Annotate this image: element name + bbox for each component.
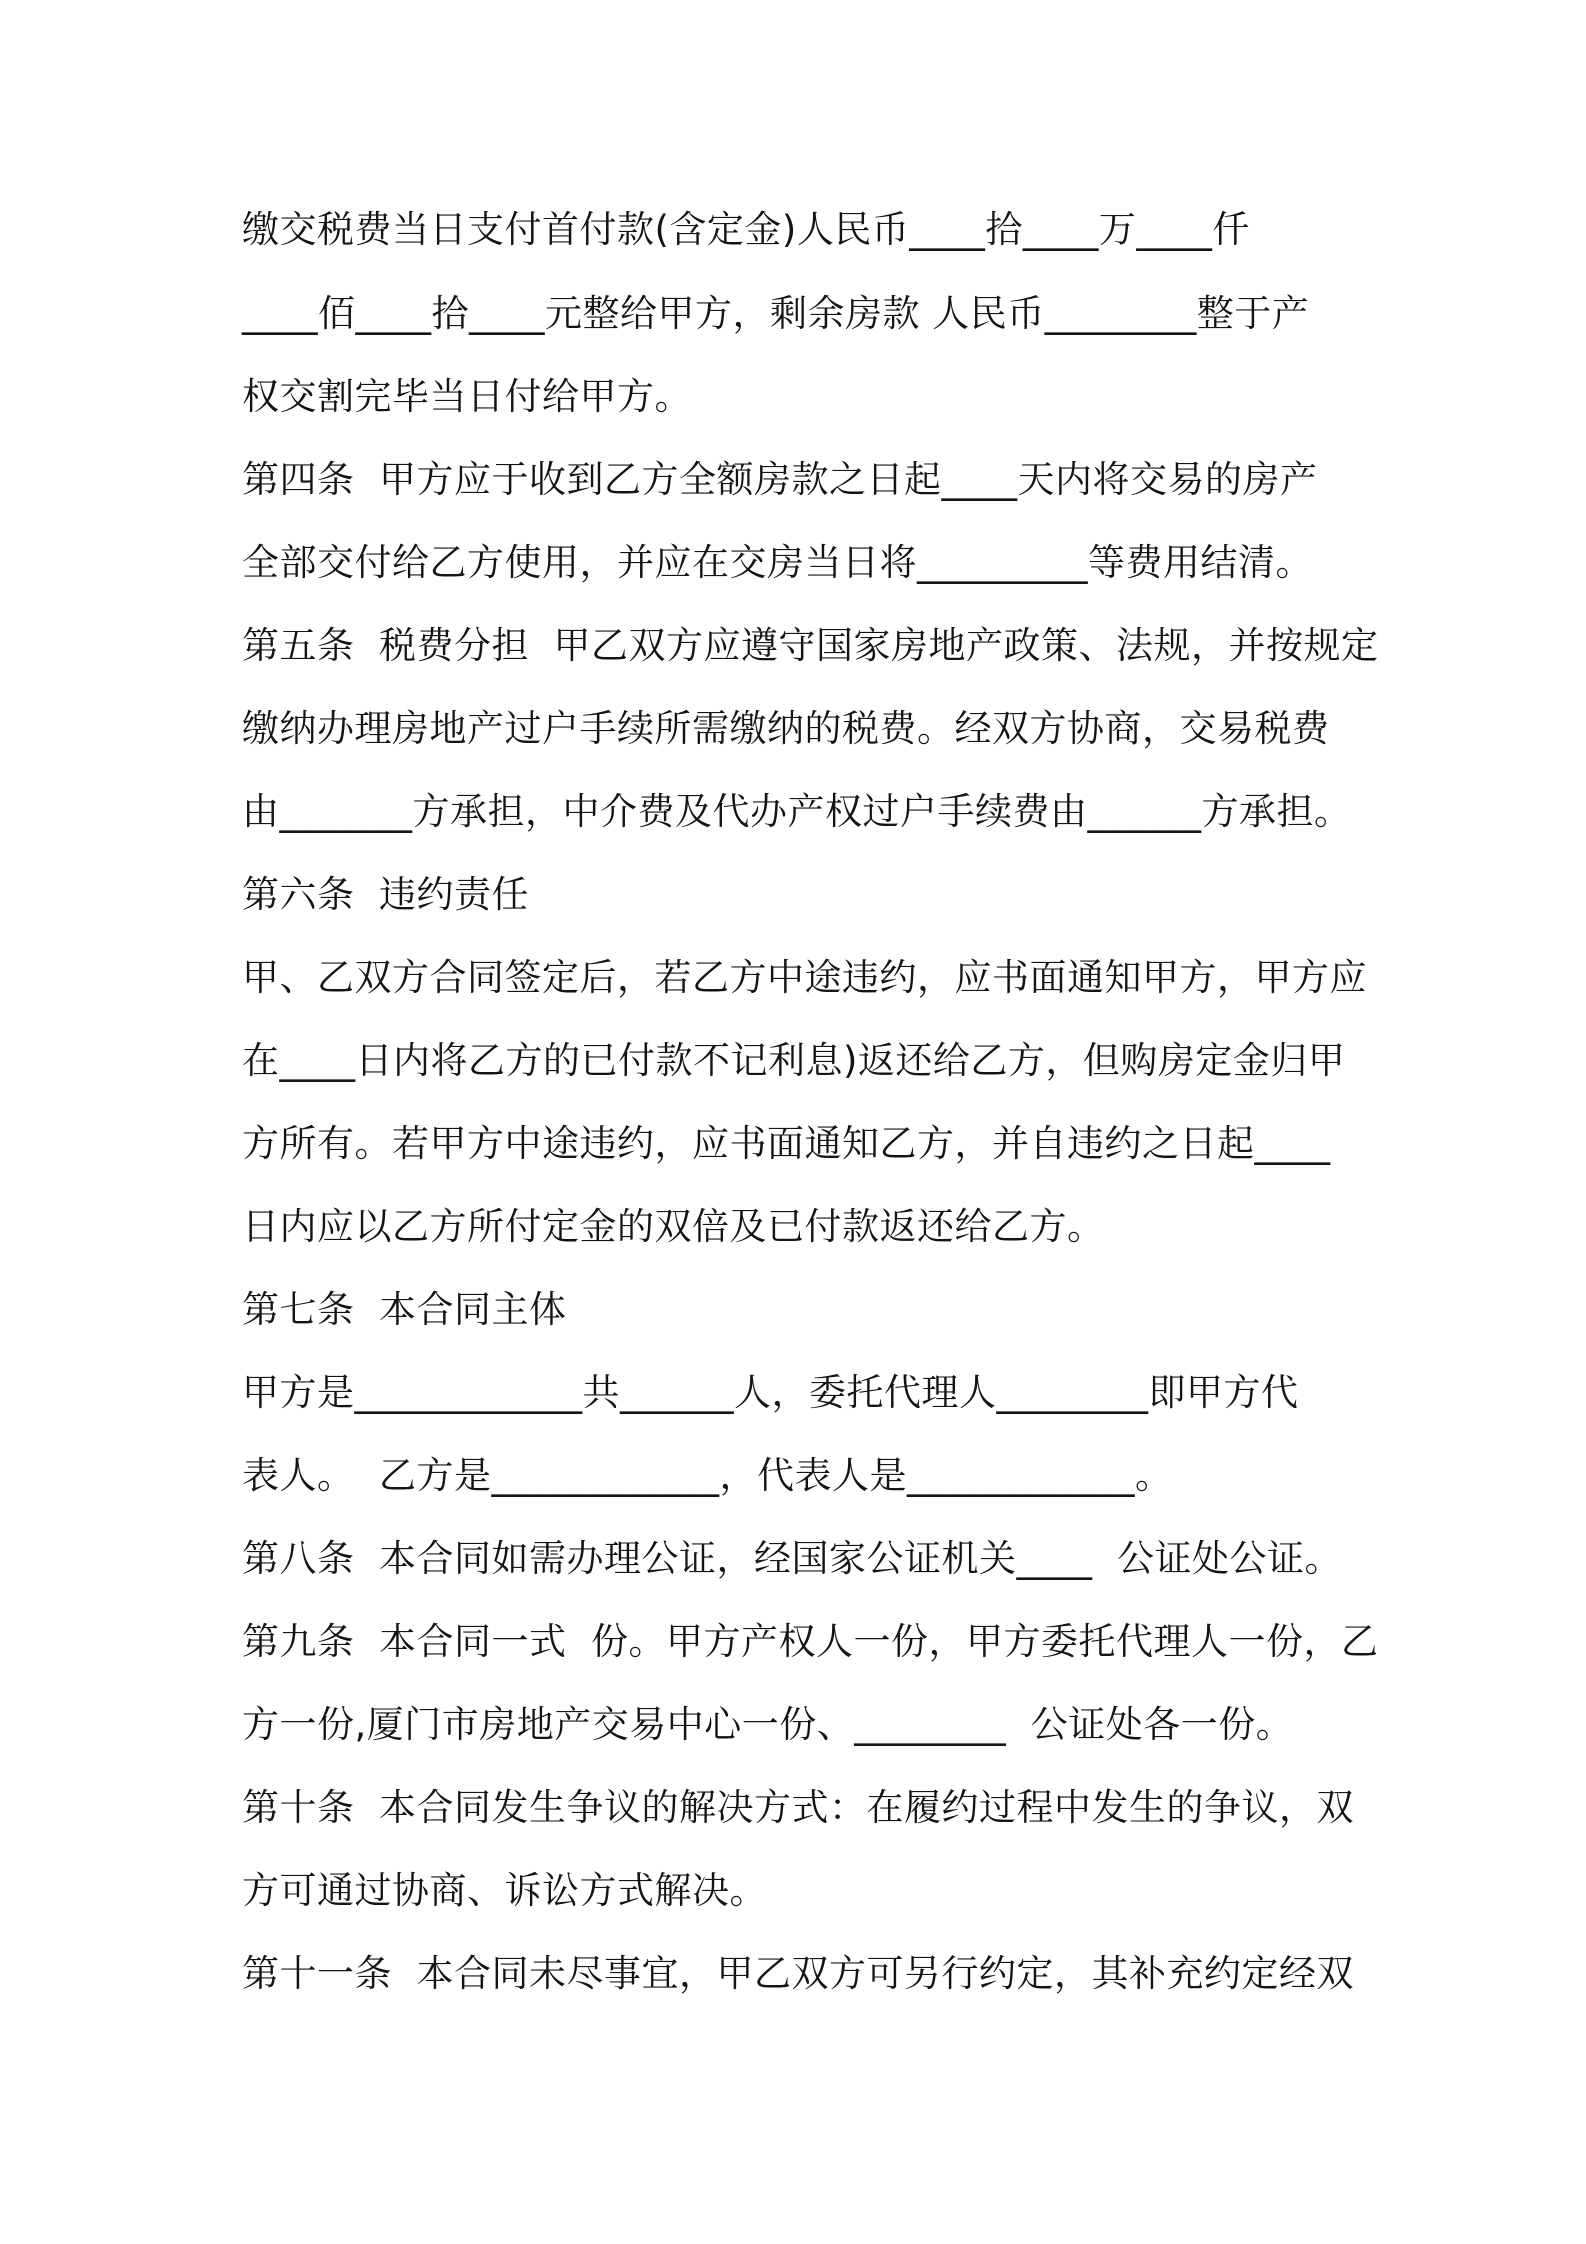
text-line: 方所有。若甲方中途违约，应书面通知乙方，并自违约之日起____	[242, 1122, 1331, 1165]
text-line: 表人。 乙方是____________，代表人是____________。	[242, 1454, 1173, 1497]
text-line: 第七条 本合同主体	[242, 1288, 567, 1331]
text-line: 方一份,厦门市房地产交易中心一份、________ 公证处各一份。	[242, 1703, 1294, 1746]
text-line: 缴纳办理房地产过户手续所需缴纳的税费。经双方协商，交易税费	[242, 707, 1330, 750]
text-line: 权交割完毕当日付给甲方。	[242, 375, 692, 418]
text-line: 第五条 税费分担 甲乙双方应遵守国家房地产政策、法规，并按规定	[242, 624, 1379, 667]
text-line: 第十条 本合同发生争议的解决方式：在履约过程中发生的争议，双	[242, 1786, 1355, 1829]
text-line: 第八条 本合同如需办理公证，经国家公证机关____ 公证处公证。	[242, 1537, 1343, 1580]
text-line: 缴交税费当日支付首付款(含定金)人民币____拾____万____仟	[242, 208, 1250, 251]
text-line: 在____日内将乙方的已付款不记利息)返还给乙方，但购房定金归甲	[242, 1039, 1346, 1082]
text-line: 第九条 本合同一式 份。甲方产权人一份，甲方委托代理人一份，乙	[242, 1620, 1379, 1663]
text-line: 第十一条 本合同未尽事宜，甲乙双方可另行约定，其补充约定经双	[242, 1952, 1355, 1995]
text-line: 方可通过协商、诉讼方式解决。	[242, 1869, 767, 1912]
text-line: 甲方是____________共______人，委托代理人________即甲方代	[242, 1371, 1299, 1414]
text-line: ____佰____拾____元整给甲方，剩余房款 人民币________整于产	[242, 292, 1310, 335]
text-line: 第六条 违约责任	[242, 873, 530, 916]
text-line: 全部交付给乙方使用，并应在交房当日将_________等费用结清。	[242, 541, 1313, 584]
text-line: 第四条 甲方应于收到乙方全额房款之日起____天内将交易的房产	[242, 458, 1318, 501]
text-line: 由_______方承担，中介费及代办产权过户手续费由______方承担。	[242, 790, 1352, 833]
text-line: 甲、乙双方合同签定后，若乙方中途违约，应书面通知甲方，甲方应	[242, 956, 1367, 999]
text-line: 日内应以乙方所付定金的双倍及已付款返还给乙方。	[242, 1205, 1105, 1248]
